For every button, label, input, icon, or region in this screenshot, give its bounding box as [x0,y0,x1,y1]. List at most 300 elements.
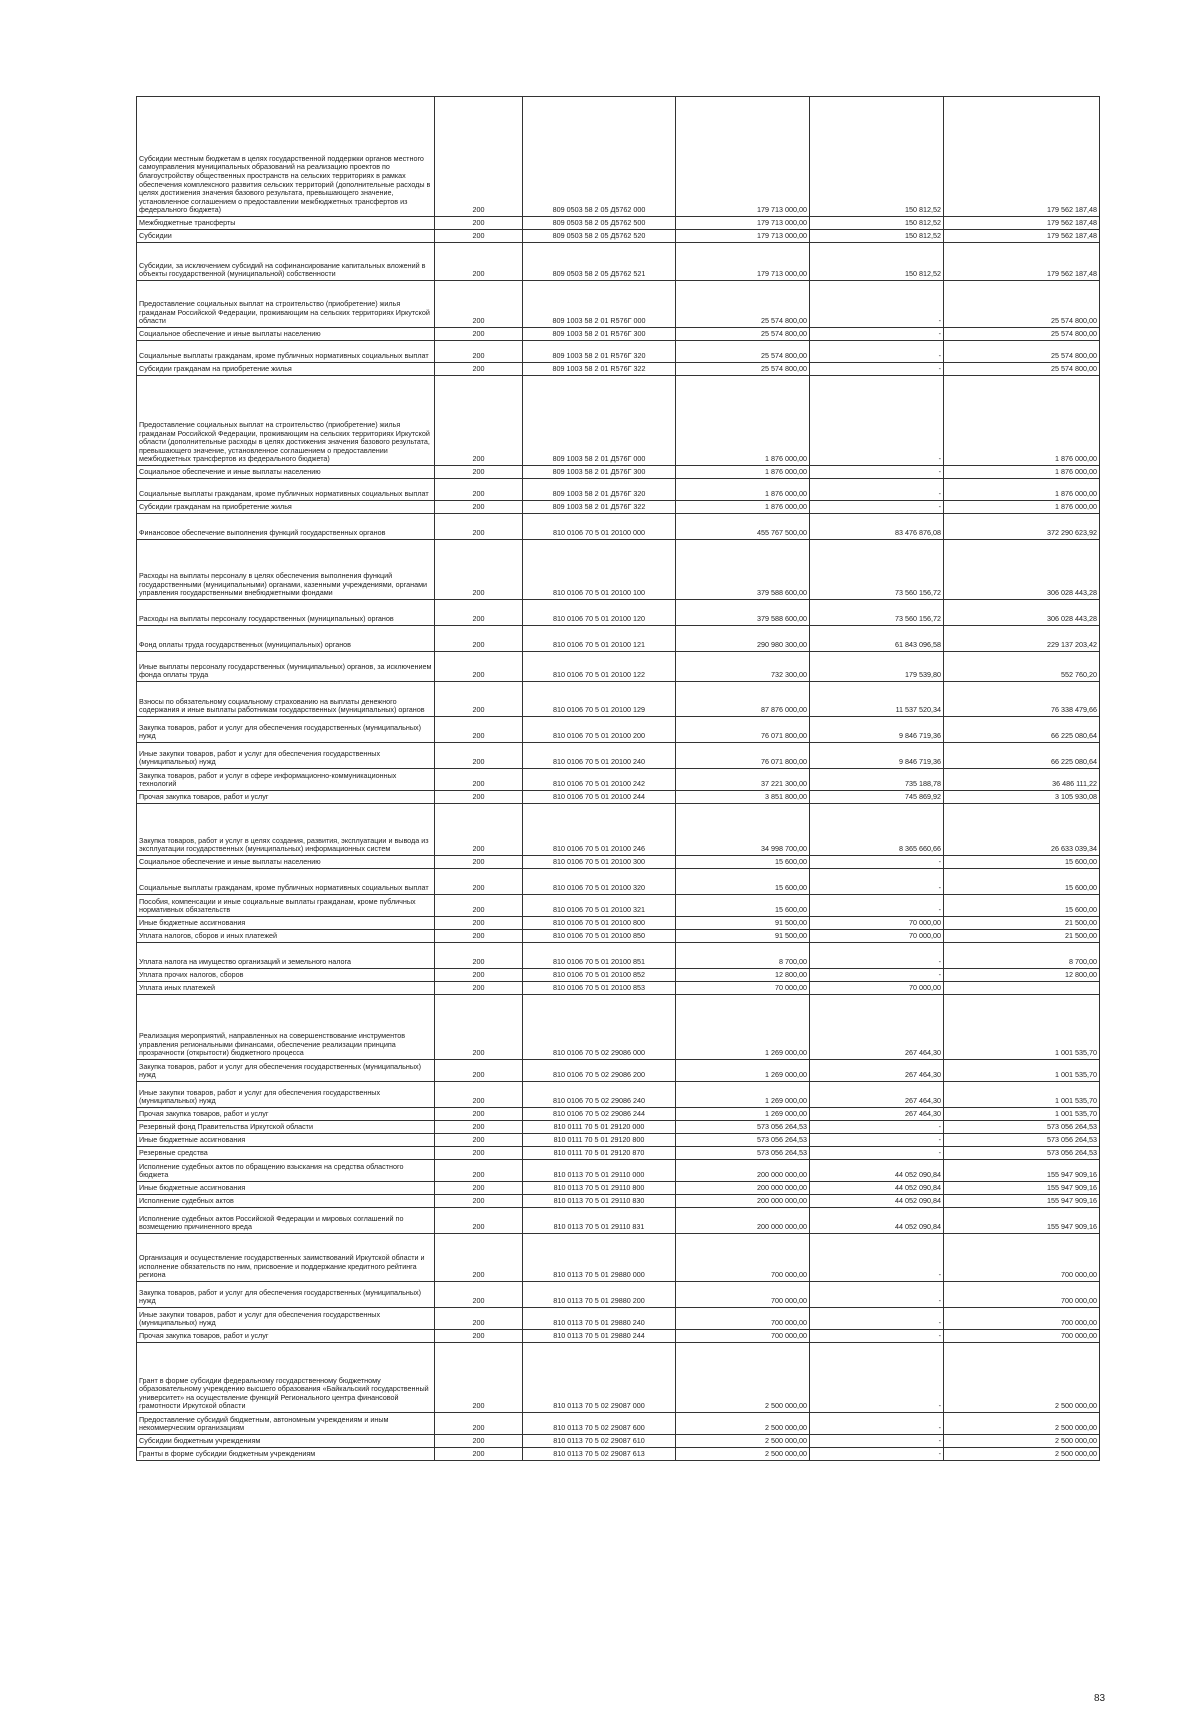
table-row [137,769,1100,791]
classification-code-cell: 809 1003 58 2 01 R576Г 322 [523,363,676,376]
table-row [137,243,1100,281]
approved-amount-cell: 1 876 000,00 [676,466,810,479]
classification-code-cell: 809 0503 58 2 05 Д5762 520 [523,230,676,243]
row-name-cell: Иные бюджетные ассигнования [137,1134,435,1147]
table-row [137,626,1100,652]
classification-code-cell: 810 0113 70 5 01 29110 800 [523,1182,676,1195]
executed-amount-cell: 73 560 156,72 [810,600,944,626]
row-name-cell: Расходы на выплаты персоналу государственных (муниципальных) органов [137,600,435,626]
approved-amount-cell: 179 713 000,00 [676,217,810,230]
executed-amount-cell: 267 464,30 [810,1108,944,1121]
classification-code-cell: 810 0106 70 5 01 20100 240 [523,743,676,769]
unexecuted-amount-cell: 21 500,00 [944,917,1100,930]
unexecuted-amount-cell: 2 500 000,00 [944,1448,1100,1461]
approved-amount-cell: 2 500 000,00 [676,1448,810,1461]
classification-code-cell: 809 1003 58 2 01 R576Г 320 [523,341,676,363]
table-row [137,1234,1100,1282]
classification-code-cell: 810 0106 70 5 01 20100 853 [523,982,676,995]
approved-amount-cell: 732 300,00 [676,652,810,682]
table-row [137,501,1100,514]
executed-amount-cell: 70 000,00 [810,917,944,930]
table-row [137,540,1100,600]
classification-code-cell: 810 0106 70 5 02 29086 240 [523,1082,676,1108]
classification-code-cell: 810 0106 70 5 02 29086 000 [523,995,676,1060]
executed-amount-cell: - [810,1121,944,1134]
row-code-cell: 200 [435,1308,523,1330]
row-code-cell: 200 [435,466,523,479]
row-name-cell: Предоставление социальных выплат на строительство (приобретение) жилья гражданам Российской Федерации, проживающим на сельских территориях Иркутской области (дополнительные расходы в целях достижения значения базового результата, превышающего значение, установленное соглашением о предоставлении межбюджетных трансфертов из федерального бюджета) [137,376,435,466]
row-code-cell: 200 [435,791,523,804]
row-name-cell: Социальное обеспечение и иные выплаты населению [137,328,435,341]
executed-amount-cell: 150 812,52 [810,243,944,281]
row-name-cell: Иные выплаты персоналу государственных (муниципальных) органов, за исключением фонда оплаты труда [137,652,435,682]
unexecuted-amount-cell: 573 056 264,53 [944,1121,1100,1134]
unexecuted-amount-cell: 155 947 909,16 [944,1182,1100,1195]
row-code-cell: 200 [435,243,523,281]
approved-amount-cell: 25 574 800,00 [676,341,810,363]
executed-amount-cell: 267 464,30 [810,995,944,1060]
unexecuted-amount-cell: 306 028 443,28 [944,540,1100,600]
classification-code-cell: 810 0111 70 5 01 29120 000 [523,1121,676,1134]
approved-amount-cell: 91 500,00 [676,917,810,930]
unexecuted-amount-cell: 179 562 187,48 [944,230,1100,243]
executed-amount-cell: 267 464,30 [810,1082,944,1108]
table-row [137,1343,1100,1413]
classification-code-cell: 810 0106 70 5 01 20100 321 [523,895,676,917]
classification-code-cell: 810 0106 70 5 01 20100 851 [523,943,676,969]
table-row [137,943,1100,969]
table-row [137,97,1100,217]
executed-amount-cell: - [810,376,944,466]
executed-amount-cell: - [810,1234,944,1282]
approved-amount-cell: 15 600,00 [676,895,810,917]
unexecuted-amount-cell: 66 225 080,64 [944,717,1100,743]
table-row [137,652,1100,682]
classification-code-cell: 810 0113 70 5 02 29087 613 [523,1448,676,1461]
approved-amount-cell: 1 269 000,00 [676,995,810,1060]
executed-amount-cell: - [810,1343,944,1413]
unexecuted-amount-cell: 306 028 443,28 [944,600,1100,626]
table-row [137,514,1100,540]
row-code-cell: 200 [435,501,523,514]
table-row [137,1160,1100,1182]
table-row [137,1195,1100,1208]
approved-amount-cell: 200 000 000,00 [676,1182,810,1195]
approved-amount-cell: 179 713 000,00 [676,97,810,217]
classification-code-cell: 810 0113 70 5 02 29087 000 [523,1343,676,1413]
approved-amount-cell: 573 056 264,53 [676,1134,810,1147]
unexecuted-amount-cell: 2 500 000,00 [944,1435,1100,1448]
executed-amount-cell: 44 052 090,84 [810,1195,944,1208]
executed-amount-cell: - [810,501,944,514]
table-body [137,97,1100,1461]
classification-code-cell: 810 0106 70 5 01 20100 850 [523,930,676,943]
executed-amount-cell: 150 812,52 [810,97,944,217]
approved-amount-cell: 1 269 000,00 [676,1060,810,1082]
row-code-cell: 200 [435,97,523,217]
table-row [137,1308,1100,1330]
approved-amount-cell: 2 500 000,00 [676,1435,810,1448]
unexecuted-amount-cell: 155 947 909,16 [944,1195,1100,1208]
unexecuted-amount-cell: 700 000,00 [944,1234,1100,1282]
classification-code-cell: 810 0106 70 5 01 20100 800 [523,917,676,930]
row-name-cell: Иные закупки товаров, работ и услуг для обеспечения государственных (муниципальных) нужд [137,1308,435,1330]
table-row [137,1147,1100,1160]
classification-code-cell: 810 0106 70 5 01 20100 120 [523,600,676,626]
classification-code-cell: 810 0113 70 5 01 29880 000 [523,1234,676,1282]
classification-code-cell: 810 0106 70 5 01 20100 100 [523,540,676,600]
classification-code-cell: 810 0106 70 5 01 20100 129 [523,682,676,717]
table-row [137,230,1100,243]
row-name-cell: Социальные выплаты гражданам, кроме публичных нормативных социальных выплат [137,341,435,363]
table-row [137,1121,1100,1134]
row-name-cell: Иные бюджетные ассигнования [137,917,435,930]
row-name-cell: Субсидии [137,230,435,243]
table-row [137,328,1100,341]
approved-amount-cell: 200 000 000,00 [676,1208,810,1234]
executed-amount-cell: - [810,479,944,501]
row-code-cell: 200 [435,230,523,243]
page-number: 83 [1094,1693,1106,1704]
row-code-cell: 200 [435,717,523,743]
table-row [137,1448,1100,1461]
row-name-cell: Уплата налога на имущество организаций и земельного налога [137,943,435,969]
approved-amount-cell: 379 588 600,00 [676,540,810,600]
approved-amount-cell: 1 876 000,00 [676,376,810,466]
executed-amount-cell: - [810,341,944,363]
row-name-cell: Гранты в форме субсидии бюджетным учреждениям [137,1448,435,1461]
row-code-cell: 200 [435,1134,523,1147]
classification-code-cell: 809 0503 58 2 05 Д5762 521 [523,243,676,281]
approved-amount-cell: 179 713 000,00 [676,243,810,281]
executed-amount-cell: 150 812,52 [810,230,944,243]
row-name-cell: Социальные выплаты гражданам, кроме публичных нормативных социальных выплат [137,479,435,501]
approved-amount-cell: 76 071 800,00 [676,743,810,769]
unexecuted-amount-cell: 15 600,00 [944,856,1100,869]
row-code-cell: 200 [435,982,523,995]
unexecuted-amount-cell: 1 876 000,00 [944,501,1100,514]
approved-amount-cell: 25 574 800,00 [676,328,810,341]
executed-amount-cell: - [810,1448,944,1461]
unexecuted-amount-cell: 573 056 264,53 [944,1134,1100,1147]
executed-amount-cell: 11 537 520,34 [810,682,944,717]
row-name-cell: Прочая закупка товаров, работ и услуг [137,1108,435,1121]
approved-amount-cell: 91 500,00 [676,930,810,943]
executed-amount-cell: - [810,1282,944,1308]
unexecuted-amount-cell: 700 000,00 [944,1282,1100,1308]
row-name-cell: Иные закупки товаров, работ и услуг для обеспечения государственных (муниципальных) нужд [137,743,435,769]
table-row [137,341,1100,363]
classification-code-cell: 810 0113 70 5 01 29110 830 [523,1195,676,1208]
executed-amount-cell: - [810,281,944,328]
executed-amount-cell: - [810,1134,944,1147]
unexecuted-amount-cell: 21 500,00 [944,930,1100,943]
table-row [137,930,1100,943]
unexecuted-amount-cell: 1 876 000,00 [944,466,1100,479]
row-name-cell: Субсидии бюджетным учреждениям [137,1435,435,1448]
table-row [137,281,1100,328]
unexecuted-amount-cell: 25 574 800,00 [944,328,1100,341]
classification-code-cell: 810 0106 70 5 01 20100 852 [523,969,676,982]
unexecuted-amount-cell: 25 574 800,00 [944,341,1100,363]
classification-code-cell: 810 0113 70 5 01 29880 240 [523,1308,676,1330]
row-name-cell: Исполнение судебных актов Российской Федерации и мировых соглашений по возмещению причиненного вреда [137,1208,435,1234]
row-code-cell: 200 [435,652,523,682]
row-name-cell: Финансовое обеспечение выполнения функций государственных органов [137,514,435,540]
classification-code-cell: 810 0111 70 5 01 29120 800 [523,1134,676,1147]
row-code-cell: 200 [435,281,523,328]
executed-amount-cell: - [810,1308,944,1330]
row-code-cell: 200 [435,514,523,540]
approved-amount-cell: 455 767 500,00 [676,514,810,540]
unexecuted-amount-cell: 1 001 535,70 [944,1108,1100,1121]
classification-code-cell: 810 0111 70 5 01 29120 870 [523,1147,676,1160]
row-code-cell: 200 [435,540,523,600]
row-name-cell: Закупка товаров, работ и услуг в сфере информационно-коммуникационных технологий [137,769,435,791]
executed-amount-cell: 9 846 719,36 [810,717,944,743]
classification-code-cell: 810 0106 70 5 01 20100 000 [523,514,676,540]
approved-amount-cell: 700 000,00 [676,1330,810,1343]
table-row [137,466,1100,479]
row-code-cell: 200 [435,1182,523,1195]
table-row [137,1435,1100,1448]
unexecuted-amount-cell: 25 574 800,00 [944,281,1100,328]
row-code-cell: 200 [435,376,523,466]
row-name-cell: Организация и осуществление государственных заимствований Иркутской области и исполнение обязательств по ним, присвоение и поддержание кредитного рейтинга региона [137,1234,435,1282]
table-row [137,856,1100,869]
unexecuted-amount-cell: 155 947 909,16 [944,1160,1100,1182]
row-name-cell: Уплата налогов, сборов и иных платежей [137,930,435,943]
table-row [137,479,1100,501]
classification-code-cell: 809 1003 58 2 01 Д576Г 322 [523,501,676,514]
approved-amount-cell: 200 000 000,00 [676,1195,810,1208]
unexecuted-amount-cell: 1 876 000,00 [944,376,1100,466]
classification-code-cell: 810 0106 70 5 01 20100 320 [523,869,676,895]
table-row [137,217,1100,230]
table-row [137,1134,1100,1147]
table-row [137,869,1100,895]
budget-table-container [136,96,1099,1461]
approved-amount-cell: 3 851 800,00 [676,791,810,804]
row-code-cell: 200 [435,1208,523,1234]
row-code-cell: 200 [435,682,523,717]
row-code-cell: 200 [435,1413,523,1435]
row-code-cell: 200 [435,1448,523,1461]
unexecuted-amount-cell: 552 760,20 [944,652,1100,682]
classification-code-cell: 809 0503 58 2 05 Д5762 000 [523,97,676,217]
row-code-cell: 200 [435,479,523,501]
row-name-cell: Субсидии гражданам на приобретение жилья [137,363,435,376]
classification-code-cell: 809 1003 58 2 01 Д576Г 320 [523,479,676,501]
row-name-cell: Резервный фонд Правительства Иркутской области [137,1121,435,1134]
unexecuted-amount-cell: 15 600,00 [944,869,1100,895]
row-name-cell: Социальное обеспечение и иные выплаты населению [137,466,435,479]
approved-amount-cell: 700 000,00 [676,1308,810,1330]
row-name-cell: Предоставление субсидий бюджетным, автономным учреждениям и иным некоммерческим организациям [137,1413,435,1435]
row-name-cell: Грант в форме субсидии федеральному государственному бюджетному образовательному учреждению высшего образования «Байкальский государственный университет» на осуществление функций Регионального центра финансовой грамотности Иркутской области [137,1343,435,1413]
classification-code-cell: 810 0106 70 5 01 20100 121 [523,626,676,652]
table-row [137,1082,1100,1108]
approved-amount-cell: 379 588 600,00 [676,600,810,626]
unexecuted-amount-cell: 179 562 187,48 [944,217,1100,230]
table-row [137,600,1100,626]
classification-code-cell: 810 0106 70 5 01 20100 246 [523,804,676,856]
approved-amount-cell: 12 800,00 [676,969,810,982]
approved-amount-cell: 179 713 000,00 [676,230,810,243]
row-name-cell: Закупка товаров, работ и услуг для обеспечения государственных (муниципальных) нужд [137,717,435,743]
executed-amount-cell: - [810,969,944,982]
row-name-cell: Взносы по обязательному социальному страхованию на выплаты денежного содержания и иные выплаты работникам государственных (муниципальных) органов [137,682,435,717]
executed-amount-cell: 83 476 876,08 [810,514,944,540]
approved-amount-cell: 2 500 000,00 [676,1343,810,1413]
table-row [137,1330,1100,1343]
classification-code-cell: 810 0106 70 5 01 20100 200 [523,717,676,743]
row-code-cell: 200 [435,943,523,969]
unexecuted-amount-cell: 179 562 187,48 [944,243,1100,281]
row-code-cell: 200 [435,1082,523,1108]
executed-amount-cell: - [810,1147,944,1160]
executed-amount-cell: 70 000,00 [810,982,944,995]
row-name-cell: Реализация мероприятий, направленных на совершенствование инструментов управления региональными финансами, обеспечение реализации принципа прозрачности (открытости) бюджетного процесса [137,995,435,1060]
approved-amount-cell: 2 500 000,00 [676,1413,810,1435]
unexecuted-amount-cell: 25 574 800,00 [944,363,1100,376]
table-row [137,1060,1100,1082]
executed-amount-cell: - [810,1435,944,1448]
classification-code-cell: 810 0106 70 5 01 20100 244 [523,791,676,804]
executed-amount-cell: 745 869,92 [810,791,944,804]
approved-amount-cell: 700 000,00 [676,1282,810,1308]
table-row [137,1282,1100,1308]
executed-amount-cell: 70 000,00 [810,930,944,943]
budget-execution-table [136,96,1100,1461]
row-code-cell: 200 [435,995,523,1060]
executed-amount-cell: - [810,363,944,376]
executed-amount-cell: - [810,1413,944,1435]
unexecuted-amount-cell: 76 338 479,66 [944,682,1100,717]
executed-amount-cell: 150 812,52 [810,217,944,230]
approved-amount-cell: 290 980 300,00 [676,626,810,652]
unexecuted-amount-cell: 1 001 535,70 [944,995,1100,1060]
unexecuted-amount-cell: 155 947 909,16 [944,1208,1100,1234]
approved-amount-cell: 8 700,00 [676,943,810,969]
row-name-cell: Исполнение судебных актов [137,1195,435,1208]
classification-code-cell: 810 0113 70 5 01 29110 831 [523,1208,676,1234]
unexecuted-amount-cell: 1 876 000,00 [944,479,1100,501]
executed-amount-cell: - [810,1330,944,1343]
row-code-cell: 200 [435,1435,523,1448]
row-name-cell: Межбюджетные трансферты [137,217,435,230]
row-code-cell: 200 [435,1330,523,1343]
row-code-cell: 200 [435,1121,523,1134]
unexecuted-amount-cell: 2 500 000,00 [944,1343,1100,1413]
executed-amount-cell: 179 539,80 [810,652,944,682]
table-row [137,1413,1100,1435]
table-row [137,969,1100,982]
approved-amount-cell: 700 000,00 [676,1234,810,1282]
approved-amount-cell: 1 876 000,00 [676,501,810,514]
row-name-cell: Закупка товаров, работ и услуг в целях создания, развития, эксплуатации и вывода из эксплуатации государственных (муниципальных) информационных систем [137,804,435,856]
row-code-cell: 200 [435,363,523,376]
approved-amount-cell: 573 056 264,53 [676,1121,810,1134]
row-code-cell: 200 [435,1108,523,1121]
unexecuted-amount-cell: 179 562 187,48 [944,97,1100,217]
unexecuted-amount-cell: 1 001 535,70 [944,1082,1100,1108]
row-name-cell: Расходы на выплаты персоналу в целях обеспечения выполнения функций государственными (муниципальными) органами, казенными учреждениями, органами управления государственными внебюджетными фондами [137,540,435,600]
executed-amount-cell: 73 560 156,72 [810,540,944,600]
unexecuted-amount-cell: 36 486 111,22 [944,769,1100,791]
executed-amount-cell: 44 052 090,84 [810,1208,944,1234]
row-name-cell: Уплата прочих налогов, сборов [137,969,435,982]
classification-code-cell: 809 0503 58 2 05 Д5762 500 [523,217,676,230]
approved-amount-cell: 25 574 800,00 [676,281,810,328]
row-code-cell: 200 [435,1282,523,1308]
classification-code-cell: 810 0106 70 5 02 29086 244 [523,1108,676,1121]
classification-code-cell: 810 0113 70 5 01 29110 000 [523,1160,676,1182]
executed-amount-cell: - [810,943,944,969]
unexecuted-amount-cell: 26 633 039,34 [944,804,1100,856]
table-row [137,717,1100,743]
table-row [137,895,1100,917]
row-code-cell: 200 [435,1060,523,1082]
executed-amount-cell: 8 365 660,66 [810,804,944,856]
row-code-cell: 200 [435,856,523,869]
approved-amount-cell: 1 269 000,00 [676,1108,810,1121]
table-row [137,682,1100,717]
classification-code-cell: 810 0113 70 5 02 29087 610 [523,1435,676,1448]
classification-code-cell: 810 0113 70 5 02 29087 600 [523,1413,676,1435]
row-name-cell: Субсидии, за исключением субсидий на софинансирование капитальных вложений в объекты государственной (муниципальной) собственности [137,243,435,281]
row-code-cell: 200 [435,917,523,930]
unexecuted-amount-cell: 3 105 930,08 [944,791,1100,804]
executed-amount-cell: - [810,856,944,869]
row-code-cell: 200 [435,930,523,943]
executed-amount-cell: 267 464,30 [810,1060,944,1082]
row-code-cell: 200 [435,600,523,626]
approved-amount-cell: 1 269 000,00 [676,1082,810,1108]
classification-code-cell: 810 0106 70 5 01 20100 122 [523,652,676,682]
classification-code-cell: 810 0113 70 5 01 29880 200 [523,1282,676,1308]
unexecuted-amount-cell [944,982,1100,995]
table-row [137,363,1100,376]
classification-code-cell: 810 0113 70 5 01 29880 244 [523,1330,676,1343]
table-row [137,376,1100,466]
approved-amount-cell: 200 000 000,00 [676,1160,810,1182]
row-code-cell: 200 [435,1147,523,1160]
row-code-cell: 200 [435,341,523,363]
row-name-cell: Закупка товаров, работ и услуг для обеспечения государственных (муниципальных) нужд [137,1282,435,1308]
unexecuted-amount-cell: 2 500 000,00 [944,1413,1100,1435]
row-code-cell: 200 [435,626,523,652]
table-row [137,1182,1100,1195]
row-name-cell: Резервные средства [137,1147,435,1160]
row-code-cell: 200 [435,769,523,791]
unexecuted-amount-cell: 15 600,00 [944,895,1100,917]
classification-code-cell: 809 1003 58 2 01 R576Г 000 [523,281,676,328]
approved-amount-cell: 1 876 000,00 [676,479,810,501]
approved-amount-cell: 15 600,00 [676,856,810,869]
executed-amount-cell: - [810,869,944,895]
row-code-cell: 200 [435,969,523,982]
row-name-cell: Иные закупки товаров, работ и услуг для обеспечения государственных (муниципальных) нужд [137,1082,435,1108]
approved-amount-cell: 76 071 800,00 [676,717,810,743]
approved-amount-cell: 87 876 000,00 [676,682,810,717]
row-name-cell: Прочая закупка товаров, работ и услуг [137,791,435,804]
approved-amount-cell: 15 600,00 [676,869,810,895]
classification-code-cell: 809 1003 58 2 01 R576Г 300 [523,328,676,341]
approved-amount-cell: 37 221 300,00 [676,769,810,791]
row-code-cell: 200 [435,1160,523,1182]
row-code-cell: 200 [435,895,523,917]
